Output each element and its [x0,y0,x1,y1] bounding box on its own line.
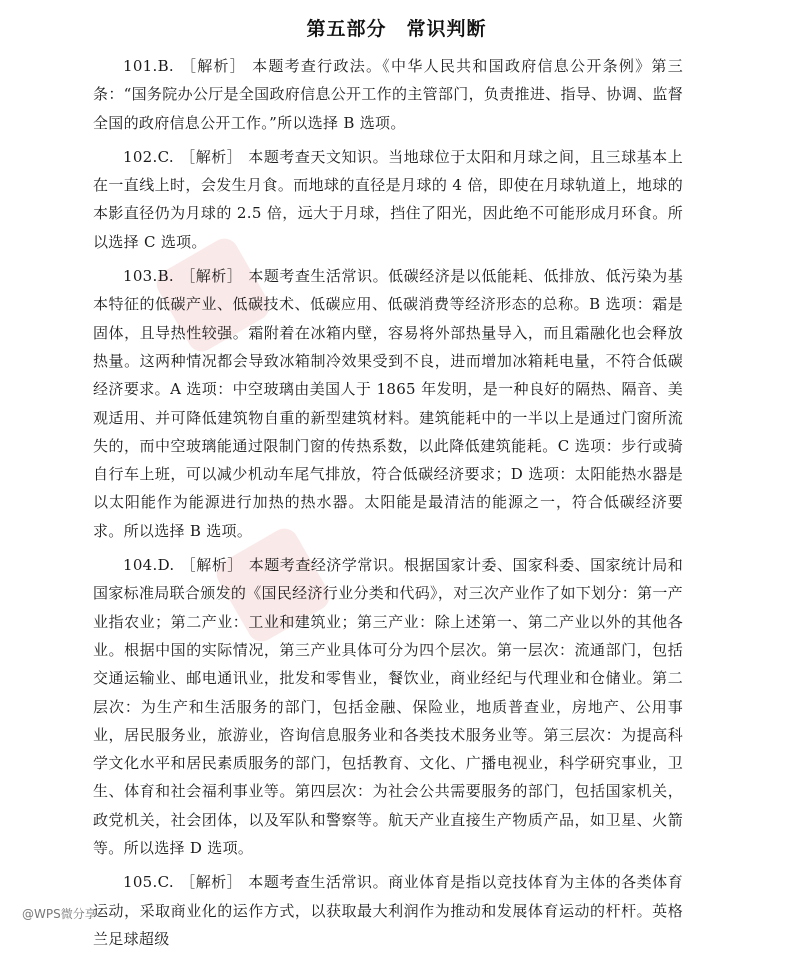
question-number: 101.B. [123,57,174,75]
wps-share-label: @WPS微分享 [22,907,97,921]
analysis-text: 本题考查行政法。《中华人民共和国政府信息公开条例》第三条：“国务院办公厅是全国政府信息公开工作的主管部门，负责推进、指导、协调、监督全国的政府信息公开工作。”所以选择 B 选项。 [93,57,683,132]
page-title: 第五部分 常识判断 [306,18,487,40]
analysis-text: 本题考查天文知识。当地球位于太阳和月球之间，且三球基本上在一直线上时，会发生月食。而地球的直径是月球的 4 倍，即使在月球轨道上，地球的本影直径仍为月球的 2.5 倍，远大于月球，挡住了阳光，因此绝不可能形成月环食。所以选择 C 选项。 [93,147,684,251]
analysis-tag: ［解析］ [180,57,247,75]
answer-paragraph-105 [93,868,683,953]
document-body [93,52,683,959]
question-number: 104.D. [123,556,175,575]
analysis-text: 本题考查生活常识。低碳经济是以低能耗、低排放、低污染为基本特征的低碳产业、低碳技术、低碳应用、低碳消费等经济形态的总称。B 选项：霜是固体，且导热性较强。霜附着在冰箱内壁，容易将外部热量导入，而且霜融化也会释放热量。这两种情况都会导致冰箱制冷效果受到不良，进而增加冰箱耗电量，不符合低碳经济要求。A 选项：中空玻璃由美国人于 1865 年发明，是一种良好的隔热、隔音、美观适用、并可降低建筑物自重的新型建筑材料。建筑能耗中的一半以上是通过门窗所流失的，而中空玻璃能通过限制门窗的传热系数，以此降低建筑能耗。C 选项：步行或骑自行车上班，可以减少机动车尾气排放，符合低碳经济要求；D 选项：太阳能热水器是以太阳能作为能源进行加热的热水器。太阳能是最清洁的能源之一，符合低碳经济要求。所以选择 B 选项。 [93,267,683,540]
question-number: 103.B. [123,267,174,286]
analysis-tag: ［解析］ [180,267,243,286]
analysis-text: 本题考查生活常识。商业体育是指以竞技体育为主体的各类体育运动，采取商业化的运作方式，以获取最大利润作为推动和发展体育运动的杆杆。英格兰足球超级 [93,873,684,948]
answer-paragraph-102 [93,143,683,256]
analysis-tag: ［解析］ [180,556,243,575]
answer-paragraph-101 [93,52,683,137]
answer-paragraph-104 [93,551,683,862]
question-number: 102.C. [123,147,174,166]
analysis-text: 本题考查经济学常识。根据国家计委、国家科委、国家统计局和国家标准局联合颁发的《国民经济行业分类和代码》，对三次产业作了如下划分：第一产业指农业；第二产业：工业和建筑业；第三产业：除上述第一、第二产业以外的其他各业。根据中国的实际情况，第三产业具体可分为四个层次。第一层次：流通部门，包括交通运输业、邮电通讯业，批发和零售业，餐饮业，商业经纪与代理业和仓储业。第二层次：为生产和生活服务的部门，包括金融、保险业，地质普查业，房地产、公用事业，居民服务业，旅游业，咨询信息服务业和各类技术服务业等。第三层次：为提高科学文化水平和居民素质服务的部门，包括教育、文化、广播电视业，科学研究事业，卫生、体育和社会福利事业等。第四层次：为社会公共需要服务的部门，包括国家机关，政党机关，社会团体，以及军队和警察等。航天产业直接生产物质产品，如卫星、火箭等。所以选择 D 选项。 [93,556,684,858]
question-number: 105.C. [123,873,174,892]
analysis-tag: ［解析］ [179,873,243,892]
analysis-tag: ［解析］ [179,147,243,166]
answer-paragraph-103 [93,262,683,545]
wps-share-mark [22,905,97,922]
